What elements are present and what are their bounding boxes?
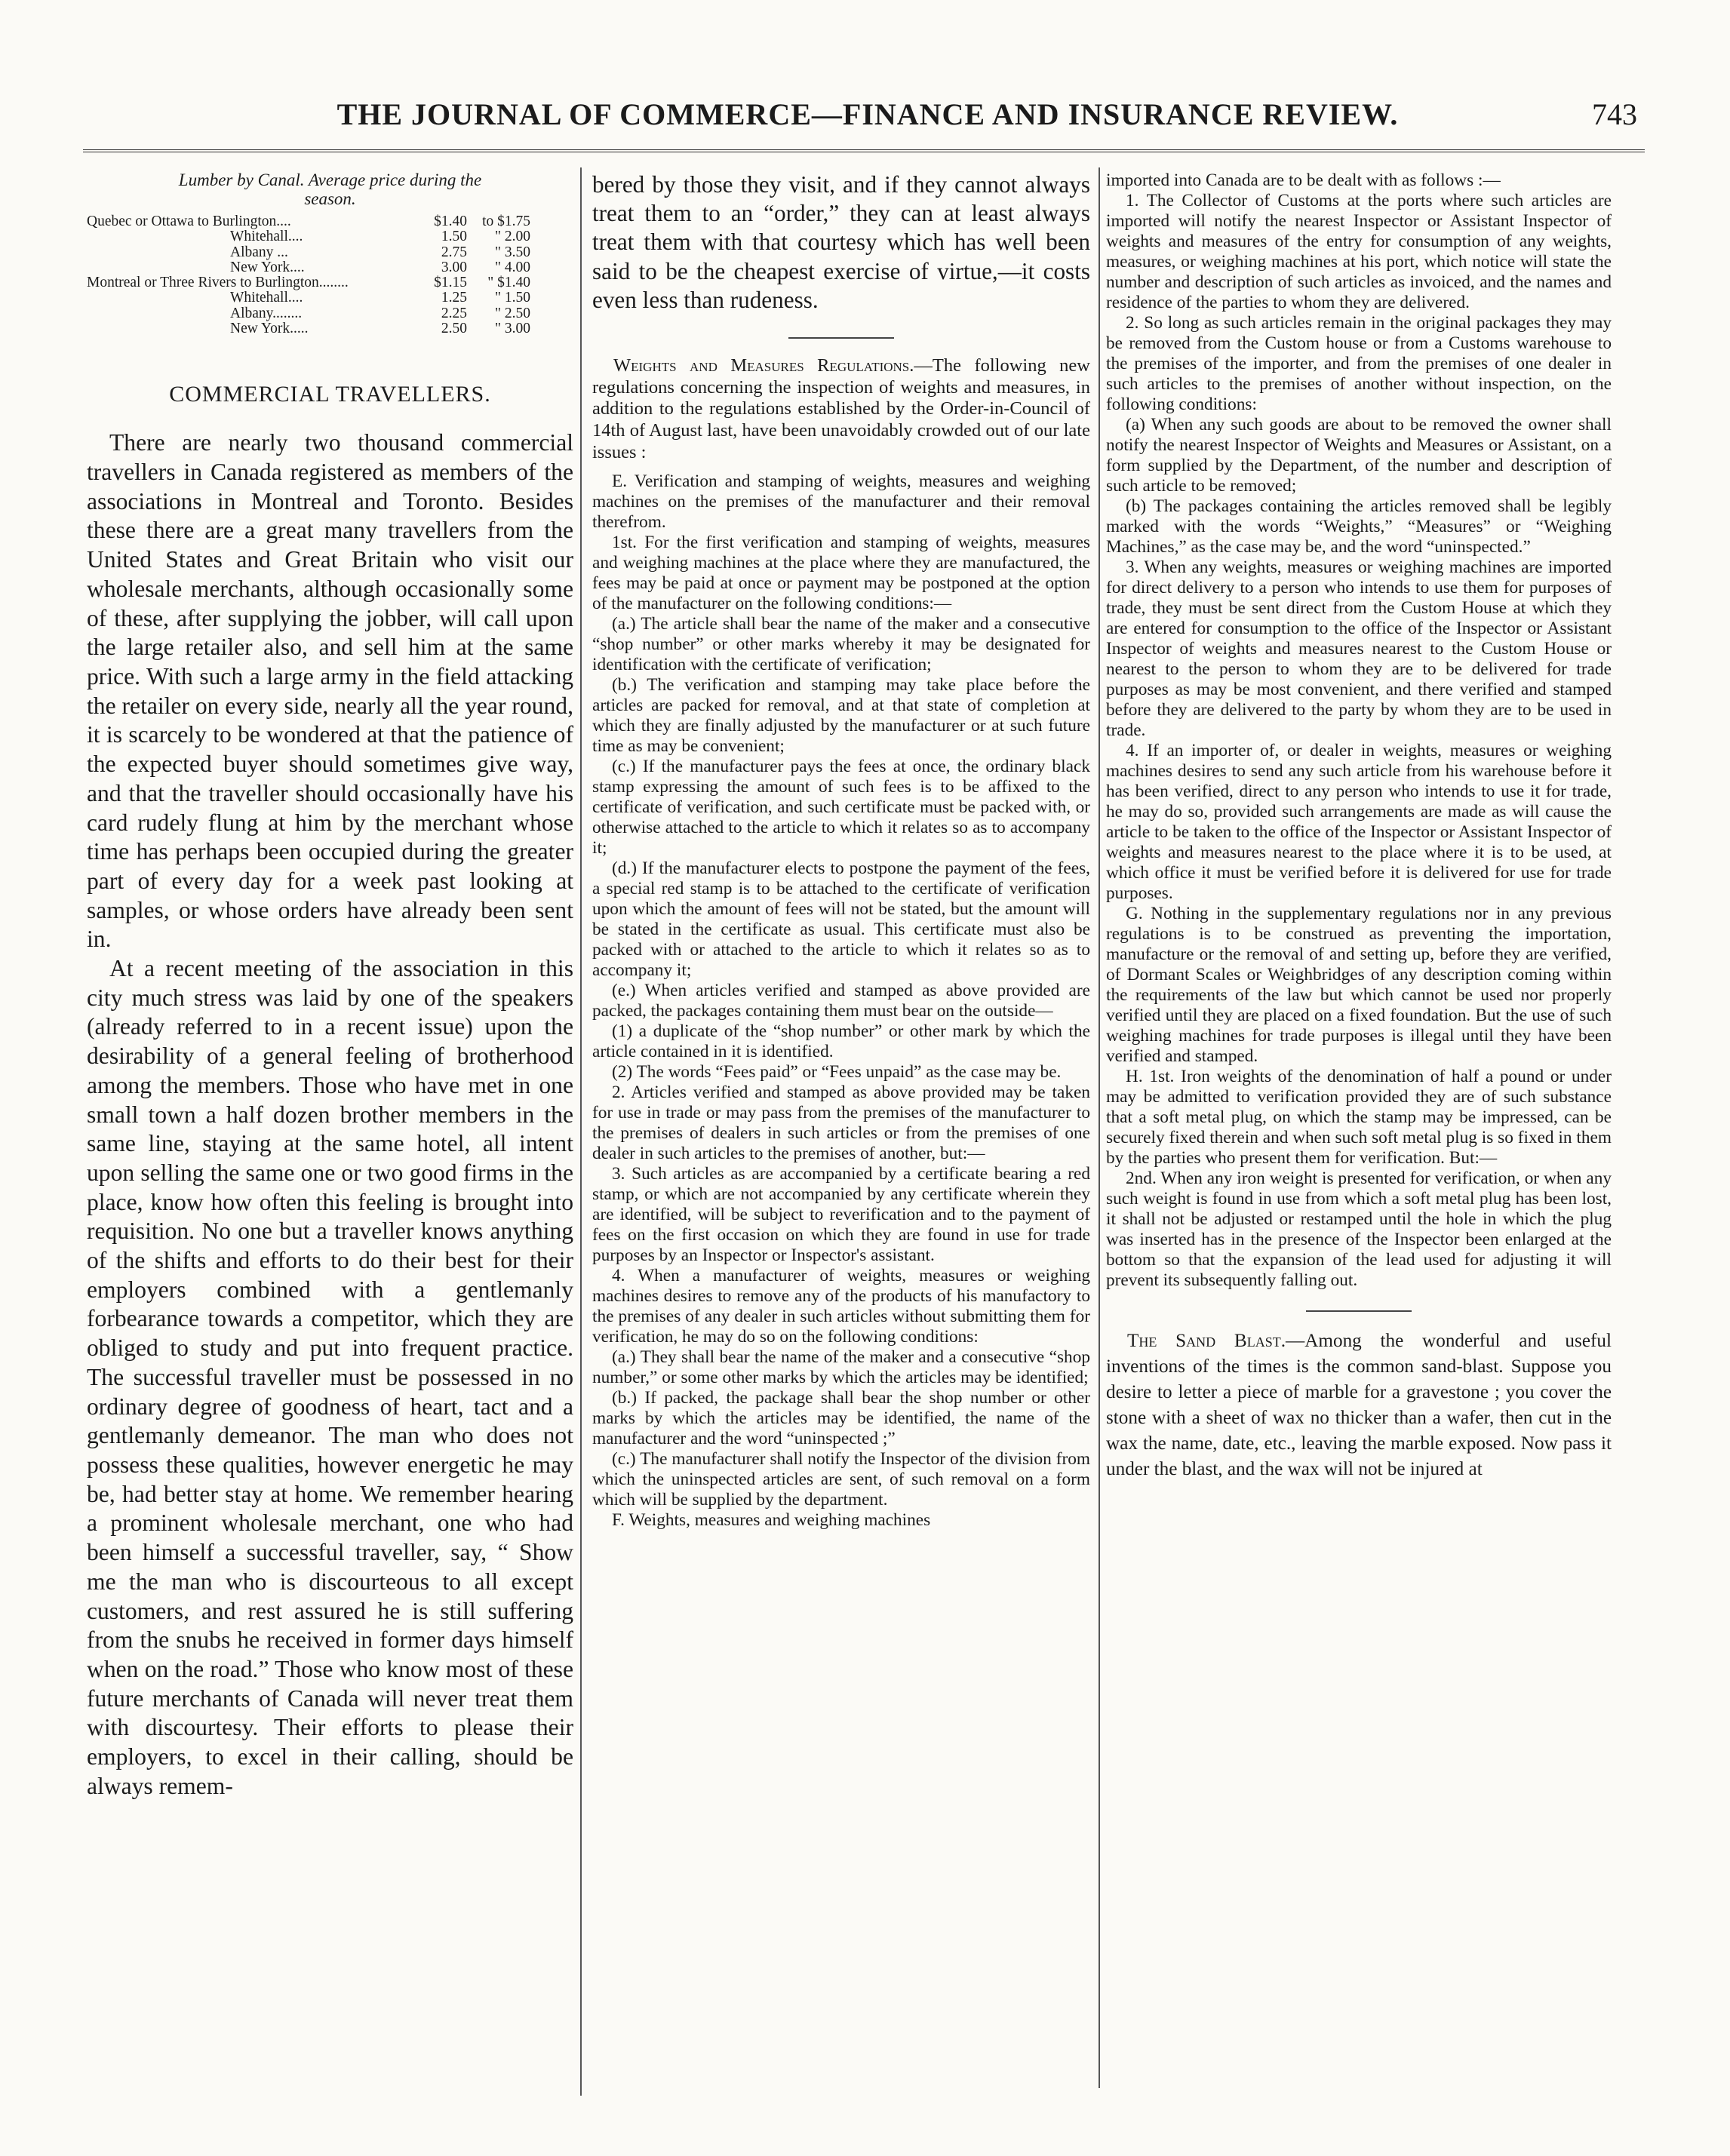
route-destination: Albany ... [230, 244, 288, 260]
regulation-paragraph: 4. When a manufacturer of weights, measures or weighing machines desires to remove any of the products of his manufactory to the premises of any dealer in such articles without submitting them for verification, he may do so on the following conditions: [592, 1265, 1090, 1347]
route-origin: Quebec or Ottawa to Burlington.... [87, 213, 291, 229]
regulation-paragraph: (d.) If the manufacturer elects to postpone the payment of the fees, a special red stamp is to be attached to the certificate of verification upon which the amount of fees will not be stated, but the amount will be stated in the certificate as usual. This certificate must also be packed with or attached to the article to which it relates so as to accompany it; [592, 858, 1090, 980]
article-continuation [592, 170, 1090, 315]
lumber-caption-line: season. [304, 189, 356, 208]
regulation-paragraph: (a) When any such goods are about to be removed the owner shall notify the nearest Inspector of Weights and Measures or Assistant, on a form supplied by the Department, of the number and description of such article to be removed; [1106, 415, 1612, 496]
article-paragraph: At a recent meeting of the association in this city much stress was laid by one of the speakers (already referred to in a recent issue) upon the desirability of a general feeling of brotherhood among the members. Those who have met in one small town a half dozen brother members in the same line, staying at the same hotel, all intent upon selling the same one or two good firms in the place, know how often this feeling is brought into requisition. No one but a traveller knows anything of the shifts and efforts to do their best for their employers combined with a gentlemanly forbearance towards a competitor, which they are obliged to study and put into frequent practice. The successful traveller must be possessed in no ordinary degree of goodness of heart, tact and a gentlemanly demeanor. The man who does not possess these qualities, however energetic he may be, had better stay at home. We remember hearing a prominent wholesale merchant, one who had been himself a successful traveller, say, “ Show me the man who is discourteous to all except customers, and rest assured he is still suffering from the snubs he received in former days himself when on the road.” Those who know most of these future merchants of Canada will never treat them with discourtesy. Their efforts to please their employers, to excel in their calling, should be always remem- [87, 955, 573, 1799]
weights-intro [592, 355, 1090, 464]
regulation-paragraph: 1st. For the first verification and stamping of weights, measures and weighing machines at the place where they are manufactured, the fees may be paid at once or payment may be postponed at the option of the manufacturer on the following conditions:— [592, 532, 1090, 613]
price-low: 2.75 [441, 244, 467, 260]
regulation-paragraph: 2. Articles verified and stamped as above provided may be taken for use in trade or may pass from the premises of the manufacturer to the premises of dealers in such articles or from the premises of one dealer in such articles to the premises of another, but:— [592, 1082, 1090, 1163]
page-number: 743 [1592, 97, 1637, 131]
route-destination: New York..... [230, 321, 309, 337]
regulation-paragraph: (2) The words “Fees paid” or “Fees unpaid” as the case may be. [612, 1061, 1062, 1082]
column-3 [1106, 170, 1612, 1482]
price-low: 1.25 [441, 290, 467, 306]
price-high: " 2.00 [495, 229, 530, 245]
price-high: " 4.00 [495, 259, 530, 275]
price-low: 1.50 [441, 229, 467, 245]
regulation-paragraph: (1) a duplicate of the “shop number” or other mark by which the article contained in it is identified. [592, 1021, 1090, 1061]
regulation-paragraph: (b.) If packed, the package shall bear the shop number or other marks by which the articles may be identified, the name of the manufacturer and the word “uninspected ;” [592, 1387, 1090, 1448]
section-text: —Among the wonderful and useful inventions of the times is the common sand-blast. Suppose you desire to letter a piece of marble for a gravestone ; you cover the stone with a sheet of wax no thicker than a wafer, then cut in the wax the name, date, etc., leaving the marble exposed. Now pass it under the blast, and the wax will not be injured at [1106, 1331, 1612, 1479]
section-intro-text: —The following new regulations concerning the inspection of weights and measures, in addition to the regulations established by the Order-in-Council of 14th of August last, have been unavoidably crowded out of our late issues : [592, 355, 1091, 462]
regulation-paragraph: 1. The Collector of Customs at the ports where such articles are imported will notify the nearest Inspector or Assistant Inspector of weights and measures of the entry for consumption of any weights, measures, or weighing machines at his port, which notice will state the number and description of such articles as invoiced, and the names and residence of the parties to whom they are delivered. [1106, 191, 1612, 312]
price-low: $1.40 [434, 213, 467, 229]
price-low: 3.00 [441, 259, 467, 275]
regulation-paragraph: (c.) If the manufacturer pays the fees at once, the ordinary black stamp expressing the amount of such fees is to be affixed to the certificate of verification, and such certificate must be packed with, or otherwise attached to the article to which it relates so as to accompany it; [592, 756, 1090, 858]
table-row [87, 290, 530, 306]
lumber-caption-line: Lumber by Canal. Average price during the [178, 170, 482, 189]
regulation-paragraph: 2nd. When any iron weight is presented for verification, or when any such weight is found in use from which a soft metal plug has been lost, it shall not be adjusted or restamped until the hole in which the plug was inserted has in the presence of the Inspector been enlarged at the bottom so that the expansion of the lead used for adjusting it will prevent its subsequently falling out. [1106, 1169, 1612, 1290]
column-1 [87, 170, 573, 1801]
article-paragraph [1106, 1328, 1612, 1482]
regulation-paragraph: (b.) The verification and stamping may take place before the articles are packed for removal, and at that state of completion at which they are finally adjusted by the manufacturer or at such future time as may be convenient; [592, 674, 1090, 756]
journal-title: THE JOURNAL OF COMMERCE—FINANCE AND INSURANCE REVIEW. [336, 97, 1399, 131]
price-high: " 2.50 [495, 305, 530, 321]
price-high: " 3.50 [495, 244, 530, 260]
regulation-paragraph: H. 1st. Iron weights of the denomination of half a pound or under may be admitted to verification provided they are of such substance that a soft metal plug, on which the stamp may be impressed, can be securely fixed therein and when such soft metal plug is so fixed in them by the parties who present them for verification. But:— [1106, 1067, 1612, 1168]
section-lead: The Sand Blast. [1127, 1331, 1286, 1351]
article-paragraph [592, 355, 1090, 464]
column-rule [1099, 167, 1100, 2088]
price-low: 2.50 [441, 321, 467, 337]
table-row [87, 306, 530, 321]
lumber-caption [87, 170, 573, 208]
table-row [87, 229, 530, 244]
price-high: " 1.50 [495, 290, 530, 306]
regulation-paragraph: (a.) They shall bear the name of the maker and a consecutive “shop number,” or some other marks by which the articles may be identified; [592, 1347, 1090, 1387]
article-heading: COMMERCIAL TRAVELLERS. [169, 382, 491, 407]
price-high: " 3.00 [495, 321, 530, 337]
regulation-paragraph: (e.) When articles verified and stamped as above provided are packed, the packages containing them must bear on the outside— [592, 980, 1090, 1021]
regulation-paragraph: G. Nothing in the supplementary regulations nor in any previous regulations is to be construed as preventing the importation, manufacture or the removal of and setting up, before they are verified, of Dormant Scales or Weighbridges of any description coming within the requirements of the law but which cannot be used nor properly verified until they are placed on a fixed foundation. But the use of such weighing machines for trade purposes is illegal until they have been verified and stamped. [1106, 904, 1612, 1066]
regulation-paragraph: 3. When any weights, measures or weighing machines are imported for direct delivery to a person who intends to use them for purposes of trade, they must be sent direct from the Custom House at which they are entered for consumption to the office of the Inspector or Assistant Inspector of weights and measures nearest to the Custom House or nearest to the person to whom they are to be delivered for trade purposes as may be most convenient, and there verified and stamped before they are delivered to the party by whom they are to be used in trade. [1106, 557, 1612, 740]
price-high: " $1.40 [487, 275, 530, 291]
sand-blast-article [1106, 1328, 1612, 1482]
route-origin: Montreal or Three Rivers to Burlington........ [87, 275, 349, 291]
regulation-paragraph: (a.) The article shall bear the name of the maker and a consecutive “shop number” or other marks whereby it may be designated for identification with the certificate of verification; [592, 613, 1090, 674]
table-row [87, 214, 530, 229]
column-2 [592, 170, 1090, 1531]
regulation-paragraph: E. Verification and stamping of weights, measures and weighing machines on the premises of the manufacturer and their removal therefrom. [592, 471, 1090, 532]
route-destination: New York.... [230, 259, 305, 275]
header-rule [83, 149, 1645, 152]
weights-regulations-continued [1106, 170, 1612, 1291]
section-lead: Weights and Measures Regulations. [613, 355, 914, 376]
route-destination: Albany........ [230, 305, 303, 321]
regulation-paragraph: 4. If an importer of, or dealer in weights, measures or weighing machines desires to send any such article from his warehouse before it has been verified, direct to any person who intends to use it for trade, he may do so, provided such arrangements are made as will cause the article to be taken to the office of the Inspector or Assistant Inspector of weights and measures nearest to the place where it is to be used, at which office it must be verified before it is delivered for use for trade purposes. [1106, 741, 1612, 903]
article-paragraph: There are nearly two thousand commercial travellers in Canada registered as members of the associations in Montreal and Toronto. Besides these there are a great many travellers from the United States and Great Britain who visit our wholesale merchants, although occasionally some of these, after supplying the jobber, will call upon the large retailer also, and sell him at the same price. With such a large army in the field attacking the retailer on every side, nearly all the year round, it is scarcely to be wondered at that the patience of the expected buyer should sometimes give way, and that the traveller should occasionally have his card rudely flung at him by the merchant whose time has perhaps been occupied during the greater part of every day for a week past looking at samples, or whose orders have already been sent in. [87, 429, 573, 953]
regulation-paragraph: F. Weights, measures and weighing machines [612, 1510, 931, 1530]
section-separator [1306, 1310, 1412, 1312]
price-high: to $1.75 [482, 213, 530, 229]
article-body [87, 428, 573, 1801]
lumber-rates-table [87, 214, 530, 336]
table-row [87, 245, 530, 260]
price-low: 2.25 [441, 305, 467, 321]
regulation-paragraph: (b) The packages containing the articles removed shall be legibly marked with the words “Weights,” “Measures” or “Weighing Machines,” as the case may be, and the word “uninspected.” [1106, 496, 1612, 557]
price-low: $1.15 [434, 275, 467, 291]
route-destination: Whitehall.... [230, 290, 303, 306]
table-row [87, 321, 530, 336]
article-paragraph: bered by those they visit, and if they cannot always treat them to an “order,” they can at least always treat them with that courtesy which has well been said to be the cheapest exercise of virtue,—it costs even less than rudeness. [592, 171, 1090, 313]
table-row [87, 275, 530, 290]
regulation-paragraph: 3. Such articles as are accompanied by a certificate bearing a red stamp, or which are not accompanied by any certificate wherein they are identified, will be subject to reverification and to the payment of fees on the first occasion on which they are found in use for trade purposes by an Inspector or Inspector's assistant. [592, 1163, 1090, 1265]
column-rule [580, 167, 582, 2096]
regulation-paragraph: (c.) The manufacturer shall notify the Inspector of the division from which the uninspected articles are sent, of such removal on a form which will be supplied by the department. [592, 1448, 1090, 1510]
page-header [75, 97, 1660, 142]
weights-regulations [592, 471, 1090, 1531]
table-row [87, 260, 530, 275]
route-destination: Whitehall.... [230, 229, 303, 245]
regulation-paragraph: 2. So long as such articles remain in the original packages they may be removed from the Custom house or from a Customs warehouse to the premises of the importer, and from the premises of one dealer in such articles to the premises of another without inspection, on the following conditions: [1106, 313, 1612, 414]
regulation-paragraph: imported into Canada are to be dealt with as follows :— [1106, 170, 1501, 190]
section-separator [788, 337, 894, 339]
